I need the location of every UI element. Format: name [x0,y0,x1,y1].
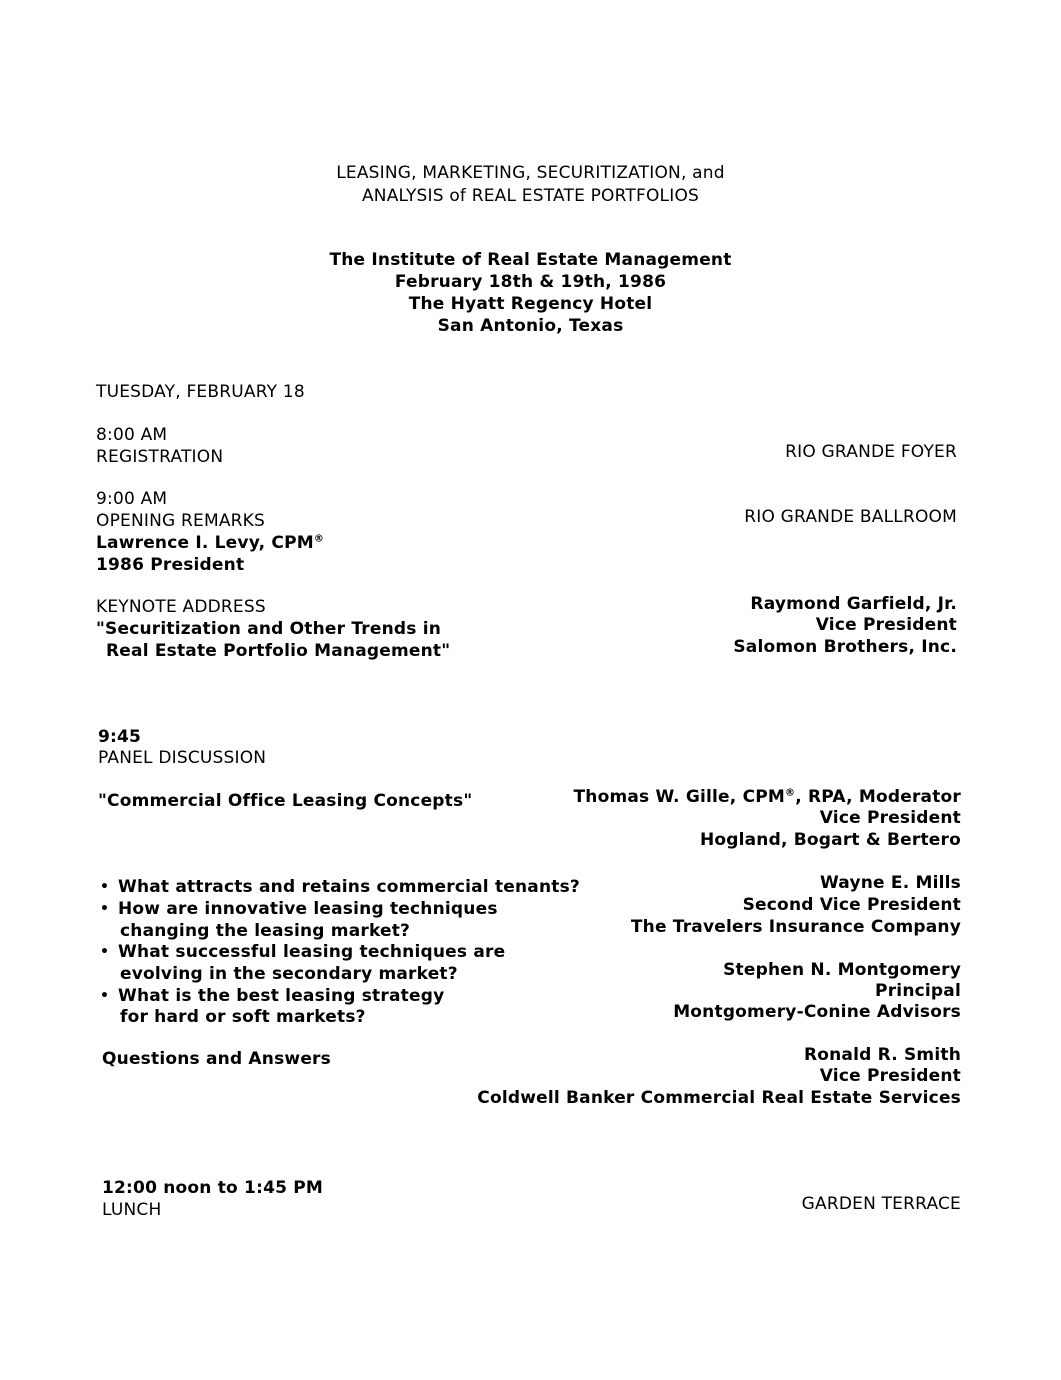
keynote-subtitle-line-1: "Securitization and Other Trends in [96,619,442,639]
lunch-time: 12:00 noon to 1:45 PM [102,1178,324,1198]
bullet-text: What is the best leasing strategy [118,986,445,1006]
moderator-name-a: Thomas W. Gille, CPM [573,787,786,807]
keynote-speaker-name: Raymond Garfield, Jr. [750,594,957,614]
opening-title: OPENING REMARKS [96,511,265,531]
opening-speaker-name: Lawrence I. Levy, CPM [96,533,314,553]
panelist-name: Stephen N. Montgomery [723,960,961,980]
moderator-org: Hogland, Bogart & Bertero [699,830,961,850]
moderator-name-b: , RPA, Moderator [795,787,961,807]
bullet-text-continued: changing the leasing market? [120,921,411,941]
moderator-name [573,786,961,808]
keynote-title: KEYNOTE ADDRESS [96,597,266,617]
venue-city: San Antonio, Texas [437,316,624,336]
panelist-org: The Travelers Insurance Company [630,917,961,937]
registered-mark: ® [313,533,325,545]
keynote-speaker-org: Salomon Brothers, Inc. [733,637,957,657]
org-name: The Institute of Real Estate Management [329,250,732,270]
title-line-1: LEASING, MARKETING, SECURITIZATION, and [336,163,725,183]
bullet-icon: • [100,879,110,895]
panelist-role: Second Vice President [742,895,961,915]
panel-time: 9:45 [98,727,142,747]
bullet-item [100,876,580,898]
panelist-name: Wayne E. Mills [819,873,961,893]
bullet-icon: • [100,901,110,917]
opening-speaker [96,532,324,554]
bullet-text: How are innovative leasing techniques [118,899,498,919]
panelist-org: Coldwell Banker Commercial Real Estate Services [477,1088,961,1108]
questions-answers: Questions and Answers [102,1049,331,1069]
keynote-subtitle-line-2: Real Estate Portfolio Management" [106,641,451,661]
registration-title: REGISTRATION [96,447,224,467]
panelist-role: Principal [875,981,961,1001]
bullet-item [100,985,444,1007]
moderator-role: Vice President [819,808,961,828]
event-dates: February 18th & 19th, 1986 [394,272,667,292]
bullet-item [100,898,498,920]
bullet-icon: • [100,944,110,960]
opening-location: RIO GRANDE BALLROOM [744,507,957,527]
panel-topic: "Commercial Office Leasing Concepts" [98,791,473,811]
day-heading: TUESDAY, FEBRUARY 18 [96,382,305,402]
registration-time: 8:00 AM [96,425,168,445]
panel-title: PANEL DISCUSSION [98,748,267,768]
registered-mark: ® [785,787,796,799]
opening-speaker-role: 1986 President [96,555,245,575]
registration-location: RIO GRANDE FOYER [785,442,957,462]
panelist-name: Ronald R. Smith [803,1045,961,1065]
bullet-text-continued: evolving in the secondary market? [120,964,458,984]
title-line-2: ANALYSIS of REAL ESTATE PORTFOLIOS [361,186,700,206]
panelist-org: Montgomery-Conine Advisors [673,1002,961,1022]
panelist-role: Vice President [819,1066,961,1086]
bullet-text: What successful leasing techniques are [118,942,506,962]
bullet-text: What attracts and retains commercial tenants? [118,877,580,897]
bullet-icon: • [100,988,110,1004]
lunch-title: LUNCH [102,1200,162,1220]
bullet-text-continued: for hard or soft markets? [120,1007,366,1027]
lunch-location: GARDEN TERRACE [801,1194,961,1214]
keynote-speaker-role: Vice President [815,615,957,635]
opening-time: 9:00 AM [96,489,168,509]
bullet-item [100,941,505,963]
venue-name: The Hyatt Regency Hotel [408,294,653,314]
